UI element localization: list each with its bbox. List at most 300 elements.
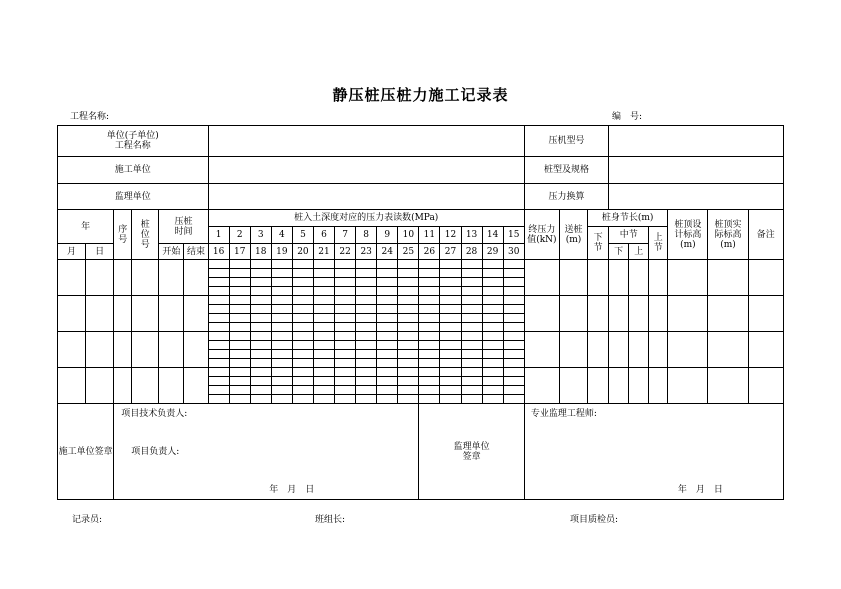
entry-cell[interactable]	[524, 296, 559, 332]
depth-reading-cell[interactable]	[482, 287, 503, 296]
depth-reading-cell[interactable]	[335, 278, 356, 287]
depth-reading-cell[interactable]	[419, 296, 440, 305]
depth-reading-cell[interactable]	[356, 269, 377, 278]
depth-reading-cell[interactable]	[503, 377, 524, 386]
depth-reading-cell[interactable]	[250, 350, 271, 359]
depth-reading-cell[interactable]	[398, 377, 419, 386]
depth-reading-cell[interactable]	[503, 323, 524, 332]
depth-reading-cell[interactable]	[313, 323, 334, 332]
entry-cell[interactable]	[629, 332, 649, 368]
depth-reading-cell[interactable]	[292, 368, 313, 377]
pile-type-value[interactable]	[609, 157, 784, 184]
depth-reading-cell[interactable]	[271, 296, 292, 305]
depth-reading-cell[interactable]	[419, 359, 440, 368]
depth-reading-cell[interactable]	[398, 332, 419, 341]
depth-reading-cell[interactable]	[377, 296, 398, 305]
depth-reading-cell[interactable]	[292, 296, 313, 305]
depth-reading-cell[interactable]	[271, 323, 292, 332]
depth-reading-cell[interactable]	[419, 386, 440, 395]
depth-reading-cell[interactable]	[377, 314, 398, 323]
depth-reading-cell[interactable]	[208, 359, 229, 368]
depth-reading-cell[interactable]	[398, 350, 419, 359]
depth-reading-cell[interactable]	[482, 341, 503, 350]
depth-reading-cell[interactable]	[229, 260, 250, 269]
depth-reading-cell[interactable]	[398, 269, 419, 278]
entry-cell[interactable]	[184, 332, 208, 368]
depth-reading-cell[interactable]	[398, 386, 419, 395]
depth-reading-cell[interactable]	[440, 386, 461, 395]
depth-reading-cell[interactable]	[503, 287, 524, 296]
depth-reading-cell[interactable]	[313, 305, 334, 314]
depth-reading-cell[interactable]	[250, 332, 271, 341]
depth-reading-cell[interactable]	[440, 269, 461, 278]
depth-reading-cell[interactable]	[419, 260, 440, 269]
depth-reading-cell[interactable]	[461, 287, 482, 296]
depth-reading-cell[interactable]	[250, 341, 271, 350]
depth-reading-cell[interactable]	[313, 395, 334, 404]
depth-reading-cell[interactable]	[335, 359, 356, 368]
depth-reading-cell[interactable]	[208, 377, 229, 386]
entry-cell[interactable]	[159, 260, 184, 296]
depth-reading-cell[interactable]	[250, 260, 271, 269]
depth-reading-cell[interactable]	[250, 368, 271, 377]
depth-reading-cell[interactable]	[398, 296, 419, 305]
depth-reading-cell[interactable]	[313, 314, 334, 323]
depth-reading-cell[interactable]	[335, 314, 356, 323]
entry-cell[interactable]	[559, 368, 587, 404]
depth-reading-cell[interactable]	[398, 395, 419, 404]
entry-cell[interactable]	[629, 368, 649, 404]
depth-reading-cell[interactable]	[398, 341, 419, 350]
unit-value[interactable]	[208, 126, 524, 157]
depth-reading-cell[interactable]	[377, 260, 398, 269]
entry-cell[interactable]	[132, 260, 159, 296]
depth-reading-cell[interactable]	[208, 287, 229, 296]
entry-cell[interactable]	[86, 260, 114, 296]
depth-reading-cell[interactable]	[271, 377, 292, 386]
depth-reading-cell[interactable]	[419, 287, 440, 296]
depth-reading-cell[interactable]	[440, 323, 461, 332]
depth-reading-cell[interactable]	[377, 377, 398, 386]
depth-reading-cell[interactable]	[292, 395, 313, 404]
entry-cell[interactable]	[58, 332, 86, 368]
depth-reading-cell[interactable]	[398, 368, 419, 377]
depth-reading-cell[interactable]	[482, 359, 503, 368]
depth-reading-cell[interactable]	[482, 350, 503, 359]
depth-reading-cell[interactable]	[271, 314, 292, 323]
depth-reading-cell[interactable]	[377, 278, 398, 287]
depth-reading-cell[interactable]	[419, 341, 440, 350]
depth-reading-cell[interactable]	[229, 287, 250, 296]
depth-reading-cell[interactable]	[229, 386, 250, 395]
depth-reading-cell[interactable]	[208, 305, 229, 314]
entry-cell[interactable]	[114, 332, 132, 368]
depth-reading-cell[interactable]	[250, 377, 271, 386]
depth-reading-cell[interactable]	[229, 332, 250, 341]
depth-reading-cell[interactable]	[440, 296, 461, 305]
depth-reading-cell[interactable]	[356, 305, 377, 314]
depth-reading-cell[interactable]	[208, 332, 229, 341]
depth-reading-cell[interactable]	[250, 305, 271, 314]
depth-reading-cell[interactable]	[356, 377, 377, 386]
depth-reading-cell[interactable]	[292, 332, 313, 341]
depth-reading-cell[interactable]	[398, 305, 419, 314]
entry-cell[interactable]	[132, 368, 159, 404]
depth-reading-cell[interactable]	[503, 260, 524, 269]
depth-reading-cell[interactable]	[461, 368, 482, 377]
depth-reading-cell[interactable]	[313, 278, 334, 287]
entry-cell[interactable]	[588, 296, 609, 332]
depth-reading-cell[interactable]	[250, 278, 271, 287]
depth-reading-cell[interactable]	[271, 341, 292, 350]
depth-reading-cell[interactable]	[377, 287, 398, 296]
entry-cell[interactable]	[708, 260, 748, 296]
depth-reading-cell[interactable]	[419, 332, 440, 341]
entry-cell[interactable]	[86, 332, 114, 368]
depth-reading-cell[interactable]	[419, 368, 440, 377]
depth-reading-cell[interactable]	[271, 368, 292, 377]
depth-reading-cell[interactable]	[313, 386, 334, 395]
depth-reading-cell[interactable]	[271, 278, 292, 287]
depth-reading-cell[interactable]	[313, 332, 334, 341]
depth-reading-cell[interactable]	[271, 395, 292, 404]
depth-reading-cell[interactable]	[440, 359, 461, 368]
depth-reading-cell[interactable]	[208, 323, 229, 332]
entry-cell[interactable]	[159, 332, 184, 368]
depth-reading-cell[interactable]	[419, 269, 440, 278]
depth-reading-cell[interactable]	[461, 359, 482, 368]
entry-cell[interactable]	[559, 332, 587, 368]
depth-reading-cell[interactable]	[313, 296, 334, 305]
construction-sign-area[interactable]	[114, 404, 419, 500]
entry-cell[interactable]	[524, 260, 559, 296]
depth-reading-cell[interactable]	[271, 332, 292, 341]
entry-cell[interactable]	[668, 368, 708, 404]
depth-reading-cell[interactable]	[208, 350, 229, 359]
depth-reading-cell[interactable]	[229, 296, 250, 305]
depth-reading-cell[interactable]	[335, 260, 356, 269]
depth-reading-cell[interactable]	[482, 368, 503, 377]
entry-cell[interactable]	[748, 332, 783, 368]
depth-reading-cell[interactable]	[271, 386, 292, 395]
depth-reading-cell[interactable]	[461, 305, 482, 314]
entry-cell[interactable]	[58, 296, 86, 332]
depth-reading-cell[interactable]	[440, 305, 461, 314]
depth-reading-cell[interactable]	[503, 305, 524, 314]
depth-reading-cell[interactable]	[398, 323, 419, 332]
depth-reading-cell[interactable]	[461, 350, 482, 359]
depth-reading-cell[interactable]	[482, 332, 503, 341]
depth-reading-cell[interactable]	[271, 287, 292, 296]
depth-reading-cell[interactable]	[377, 386, 398, 395]
depth-reading-cell[interactable]	[419, 350, 440, 359]
depth-reading-cell[interactable]	[313, 287, 334, 296]
entry-cell[interactable]	[184, 260, 208, 296]
depth-reading-cell[interactable]	[313, 350, 334, 359]
entry-cell[interactable]	[708, 296, 748, 332]
depth-reading-cell[interactable]	[250, 287, 271, 296]
depth-reading-cell[interactable]	[461, 323, 482, 332]
depth-reading-cell[interactable]	[482, 260, 503, 269]
depth-reading-cell[interactable]	[419, 323, 440, 332]
depth-reading-cell[interactable]	[461, 296, 482, 305]
depth-reading-cell[interactable]	[440, 287, 461, 296]
depth-reading-cell[interactable]	[482, 395, 503, 404]
depth-reading-cell[interactable]	[503, 359, 524, 368]
depth-reading-cell[interactable]	[356, 314, 377, 323]
depth-reading-cell[interactable]	[208, 395, 229, 404]
depth-reading-cell[interactable]	[292, 341, 313, 350]
entry-cell[interactable]	[708, 332, 748, 368]
depth-reading-cell[interactable]	[229, 368, 250, 377]
entry-cell[interactable]	[629, 260, 649, 296]
depth-reading-cell[interactable]	[482, 269, 503, 278]
depth-reading-cell[interactable]	[356, 323, 377, 332]
depth-reading-cell[interactable]	[335, 323, 356, 332]
entry-cell[interactable]	[159, 368, 184, 404]
depth-reading-cell[interactable]	[440, 377, 461, 386]
depth-reading-cell[interactable]	[482, 296, 503, 305]
depth-reading-cell[interactable]	[335, 269, 356, 278]
entry-cell[interactable]	[132, 296, 159, 332]
depth-reading-cell[interactable]	[335, 332, 356, 341]
depth-reading-cell[interactable]	[377, 269, 398, 278]
depth-reading-cell[interactable]	[356, 296, 377, 305]
entry-cell[interactable]	[609, 368, 629, 404]
entry-cell[interactable]	[748, 368, 783, 404]
entry-cell[interactable]	[649, 332, 668, 368]
entry-cell[interactable]	[588, 368, 609, 404]
depth-reading-cell[interactable]	[208, 314, 229, 323]
depth-reading-cell[interactable]	[335, 377, 356, 386]
depth-reading-cell[interactable]	[377, 359, 398, 368]
supervision-unit-value[interactable]	[208, 184, 524, 210]
depth-reading-cell[interactable]	[356, 332, 377, 341]
depth-reading-cell[interactable]	[229, 341, 250, 350]
depth-reading-cell[interactable]	[377, 368, 398, 377]
depth-reading-cell[interactable]	[208, 368, 229, 377]
entry-cell[interactable]	[86, 296, 114, 332]
depth-reading-cell[interactable]	[440, 332, 461, 341]
depth-reading-cell[interactable]	[250, 314, 271, 323]
depth-reading-cell[interactable]	[461, 314, 482, 323]
depth-reading-cell[interactable]	[292, 350, 313, 359]
entry-cell[interactable]	[559, 260, 587, 296]
depth-reading-cell[interactable]	[503, 278, 524, 287]
entry-cell[interactable]	[114, 296, 132, 332]
press-model-value[interactable]	[609, 126, 784, 157]
entry-cell[interactable]	[184, 296, 208, 332]
depth-reading-cell[interactable]	[503, 314, 524, 323]
depth-reading-cell[interactable]	[377, 341, 398, 350]
depth-reading-cell[interactable]	[503, 296, 524, 305]
depth-reading-cell[interactable]	[335, 305, 356, 314]
entry-cell[interactable]	[114, 260, 132, 296]
depth-reading-cell[interactable]	[313, 368, 334, 377]
depth-reading-cell[interactable]	[398, 278, 419, 287]
depth-reading-cell[interactable]	[292, 323, 313, 332]
depth-reading-cell[interactable]	[356, 359, 377, 368]
depth-reading-cell[interactable]	[503, 395, 524, 404]
depth-reading-cell[interactable]	[250, 296, 271, 305]
depth-reading-cell[interactable]	[292, 278, 313, 287]
depth-reading-cell[interactable]	[229, 269, 250, 278]
depth-reading-cell[interactable]	[419, 278, 440, 287]
depth-reading-cell[interactable]	[398, 287, 419, 296]
construction-unit-value[interactable]	[208, 157, 524, 184]
depth-reading-cell[interactable]	[250, 395, 271, 404]
depth-reading-cell[interactable]	[208, 386, 229, 395]
depth-reading-cell[interactable]	[208, 296, 229, 305]
entry-cell[interactable]	[748, 296, 783, 332]
depth-reading-cell[interactable]	[229, 377, 250, 386]
depth-reading-cell[interactable]	[461, 260, 482, 269]
depth-reading-cell[interactable]	[356, 395, 377, 404]
entry-cell[interactable]	[159, 296, 184, 332]
depth-reading-cell[interactable]	[356, 386, 377, 395]
depth-reading-cell[interactable]	[461, 395, 482, 404]
depth-reading-cell[interactable]	[292, 305, 313, 314]
depth-reading-cell[interactable]	[335, 350, 356, 359]
depth-reading-cell[interactable]	[229, 359, 250, 368]
depth-reading-cell[interactable]	[482, 314, 503, 323]
depth-reading-cell[interactable]	[440, 278, 461, 287]
depth-reading-cell[interactable]	[356, 278, 377, 287]
depth-reading-cell[interactable]	[419, 305, 440, 314]
entry-cell[interactable]	[58, 368, 86, 404]
entry-cell[interactable]	[524, 368, 559, 404]
depth-reading-cell[interactable]	[335, 296, 356, 305]
depth-reading-cell[interactable]	[271, 305, 292, 314]
depth-reading-cell[interactable]	[292, 377, 313, 386]
supervision-sign-area[interactable]	[524, 404, 783, 500]
depth-reading-cell[interactable]	[292, 287, 313, 296]
depth-reading-cell[interactable]	[461, 341, 482, 350]
depth-reading-cell[interactable]	[461, 332, 482, 341]
entry-cell[interactable]	[629, 296, 649, 332]
depth-reading-cell[interactable]	[208, 278, 229, 287]
entry-cell[interactable]	[86, 368, 114, 404]
depth-reading-cell[interactable]	[440, 314, 461, 323]
depth-reading-cell[interactable]	[229, 305, 250, 314]
entry-cell[interactable]	[668, 296, 708, 332]
depth-reading-cell[interactable]	[208, 260, 229, 269]
depth-reading-cell[interactable]	[482, 305, 503, 314]
depth-reading-cell[interactable]	[398, 359, 419, 368]
depth-reading-cell[interactable]	[377, 350, 398, 359]
depth-reading-cell[interactable]	[398, 260, 419, 269]
depth-reading-cell[interactable]	[250, 359, 271, 368]
depth-reading-cell[interactable]	[482, 278, 503, 287]
depth-reading-cell[interactable]	[271, 269, 292, 278]
entry-cell[interactable]	[649, 260, 668, 296]
entry-cell[interactable]	[748, 260, 783, 296]
depth-reading-cell[interactable]	[313, 341, 334, 350]
depth-reading-cell[interactable]	[503, 341, 524, 350]
depth-reading-cell[interactable]	[229, 323, 250, 332]
entry-cell[interactable]	[114, 368, 132, 404]
depth-reading-cell[interactable]	[461, 269, 482, 278]
depth-reading-cell[interactable]	[461, 386, 482, 395]
depth-reading-cell[interactable]	[313, 260, 334, 269]
depth-reading-cell[interactable]	[482, 377, 503, 386]
depth-reading-cell[interactable]	[440, 395, 461, 404]
depth-reading-cell[interactable]	[482, 386, 503, 395]
depth-reading-cell[interactable]	[250, 386, 271, 395]
depth-reading-cell[interactable]	[229, 278, 250, 287]
depth-reading-cell[interactable]	[335, 395, 356, 404]
depth-reading-cell[interactable]	[419, 314, 440, 323]
depth-reading-cell[interactable]	[229, 395, 250, 404]
entry-cell[interactable]	[588, 260, 609, 296]
depth-reading-cell[interactable]	[229, 350, 250, 359]
depth-reading-cell[interactable]	[440, 260, 461, 269]
depth-reading-cell[interactable]	[440, 368, 461, 377]
depth-reading-cell[interactable]	[503, 350, 524, 359]
depth-reading-cell[interactable]	[335, 368, 356, 377]
entry-cell[interactable]	[132, 332, 159, 368]
depth-reading-cell[interactable]	[503, 368, 524, 377]
depth-reading-cell[interactable]	[356, 368, 377, 377]
entry-cell[interactable]	[609, 332, 629, 368]
depth-reading-cell[interactable]	[377, 395, 398, 404]
depth-reading-cell[interactable]	[398, 314, 419, 323]
depth-reading-cell[interactable]	[271, 359, 292, 368]
depth-reading-cell[interactable]	[440, 341, 461, 350]
depth-reading-cell[interactable]	[271, 260, 292, 269]
depth-reading-cell[interactable]	[356, 350, 377, 359]
depth-reading-cell[interactable]	[208, 341, 229, 350]
depth-reading-cell[interactable]	[356, 287, 377, 296]
depth-reading-cell[interactable]	[250, 323, 271, 332]
depth-reading-cell[interactable]	[292, 386, 313, 395]
depth-reading-cell[interactable]	[292, 359, 313, 368]
depth-reading-cell[interactable]	[208, 269, 229, 278]
entry-cell[interactable]	[184, 368, 208, 404]
entry-cell[interactable]	[649, 296, 668, 332]
entry-cell[interactable]	[708, 368, 748, 404]
depth-reading-cell[interactable]	[313, 269, 334, 278]
depth-reading-cell[interactable]	[356, 341, 377, 350]
depth-reading-cell[interactable]	[440, 350, 461, 359]
depth-reading-cell[interactable]	[461, 377, 482, 386]
depth-reading-cell[interactable]	[271, 350, 292, 359]
depth-reading-cell[interactable]	[461, 278, 482, 287]
depth-reading-cell[interactable]	[313, 359, 334, 368]
depth-reading-cell[interactable]	[482, 323, 503, 332]
entry-cell[interactable]	[588, 332, 609, 368]
depth-reading-cell[interactable]	[292, 269, 313, 278]
depth-reading-cell[interactable]	[377, 332, 398, 341]
depth-reading-cell[interactable]	[292, 314, 313, 323]
depth-reading-cell[interactable]	[229, 314, 250, 323]
depth-reading-cell[interactable]	[503, 386, 524, 395]
depth-reading-cell[interactable]	[335, 386, 356, 395]
depth-reading-cell[interactable]	[503, 269, 524, 278]
depth-reading-cell[interactable]	[292, 260, 313, 269]
depth-reading-cell[interactable]	[356, 260, 377, 269]
depth-reading-cell[interactable]	[377, 305, 398, 314]
depth-reading-cell[interactable]	[419, 377, 440, 386]
entry-cell[interactable]	[559, 296, 587, 332]
depth-reading-cell[interactable]	[313, 377, 334, 386]
depth-reading-cell[interactable]	[377, 323, 398, 332]
depth-reading-cell[interactable]	[250, 269, 271, 278]
entry-cell[interactable]	[58, 260, 86, 296]
depth-reading-cell[interactable]	[335, 287, 356, 296]
entry-cell[interactable]	[649, 368, 668, 404]
depth-reading-cell[interactable]	[335, 341, 356, 350]
